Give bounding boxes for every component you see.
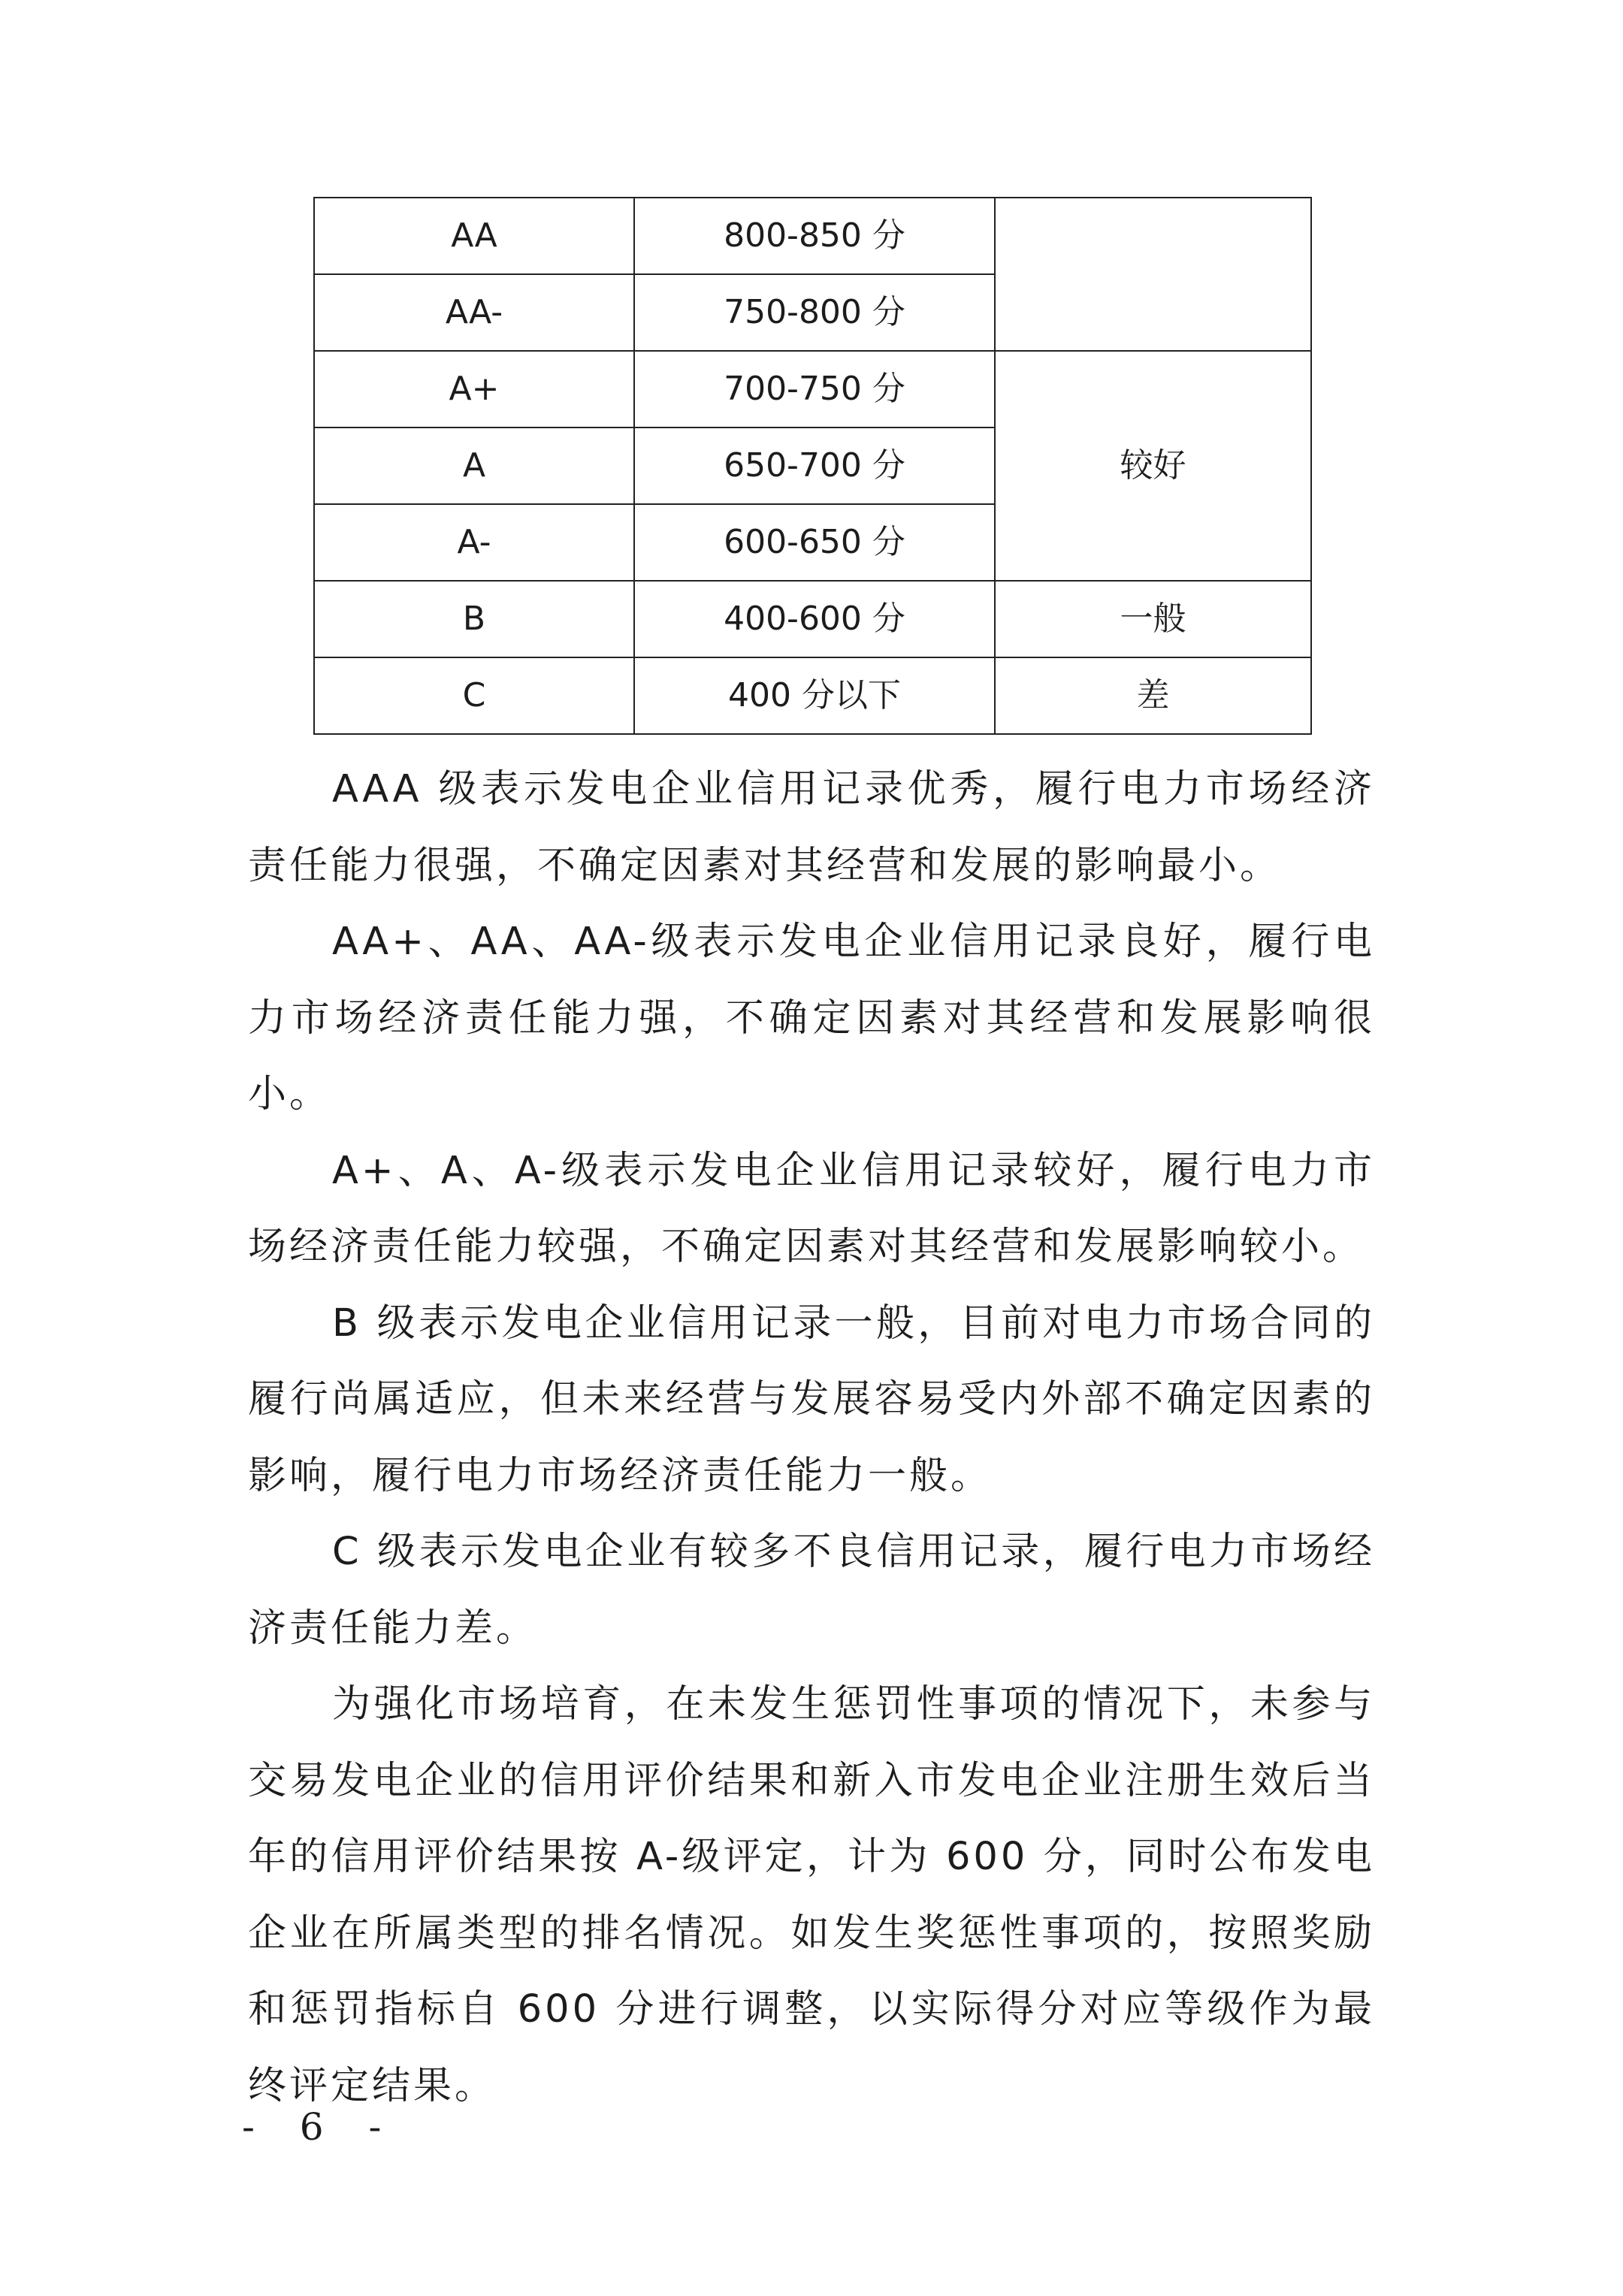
paragraph-a: A+、A、A-级表示发电企业信用记录较好，履行电力市场经济责任能力较强，不确定因素对其经营和发展影响较小。 — [248, 1148, 1375, 1269]
table-row — [314, 351, 1311, 427]
paragraph-c: C 级表示发电企业有较多不良信用记录，履行电力市场经济责任能力差。 — [248, 1530, 1375, 1651]
paragraph-aaa: AAA 级表示发电企业信用记录优秀，履行电力市场经济责任能力很强，不确定因素对其经营和发展的影响最小。 — [248, 767, 1375, 888]
score-range-cell: 600-650 分 — [634, 504, 995, 581]
table-row — [314, 581, 1311, 657]
grade-cell: A- — [314, 504, 634, 581]
score-range-cell: 700-750 分 — [634, 351, 995, 427]
paragraph-market-cultivation: 为强化市场培育，在未发生惩罚性事项的情况下，未参与交易发电企业的信用评价结果和新入市发电企业注册生效后当年的信用评价结果按 A-级评定，计为 600 分，同时公布发电企业在所属类型的排名情况。如发生奖惩性事项的，按照奖励和惩罚指标自 600 分进行调整，以实际得分对应等级作为最终评定结果。 — [248, 1682, 1375, 2108]
evaluation-cell: 差 — [995, 657, 1311, 734]
credit-grade-table — [313, 197, 1312, 735]
grade-cell: A — [314, 427, 634, 504]
grade-cell: A+ — [314, 351, 634, 427]
evaluation-cell — [995, 198, 1311, 351]
table-row — [314, 198, 1311, 274]
page-number: - 6 - — [242, 2105, 398, 2149]
score-range-cell: 400 分以下 — [634, 657, 995, 734]
score-range-cell: 800-850 分 — [634, 198, 995, 274]
table-row — [314, 657, 1311, 734]
score-range-cell: 400-600 分 — [634, 581, 995, 657]
grade-cell: C — [314, 657, 634, 734]
evaluation-cell: 较好 — [995, 351, 1311, 581]
grade-cell: B — [314, 581, 634, 657]
paragraph-b: B 级表示发电企业信用记录一般，目前对电力市场合同的履行尚属适应，但未来经营与发展容易受内外部不确定因素的影响，履行电力市场经济责任能力一般。 — [248, 1301, 1375, 1498]
score-range-cell: 650-700 分 — [634, 427, 995, 504]
evaluation-cell: 一般 — [995, 581, 1311, 657]
body-text — [248, 751, 1375, 2124]
score-range-cell: 750-800 分 — [634, 274, 995, 351]
grade-cell: AA- — [314, 274, 634, 351]
grade-cell: AA — [314, 198, 634, 274]
paragraph-aa: AA+、AA、AA-级表示发电企业信用记录良好，履行电力市场经济责任能力强，不确定因素对其经营和发展影响很小。 — [248, 920, 1375, 1116]
